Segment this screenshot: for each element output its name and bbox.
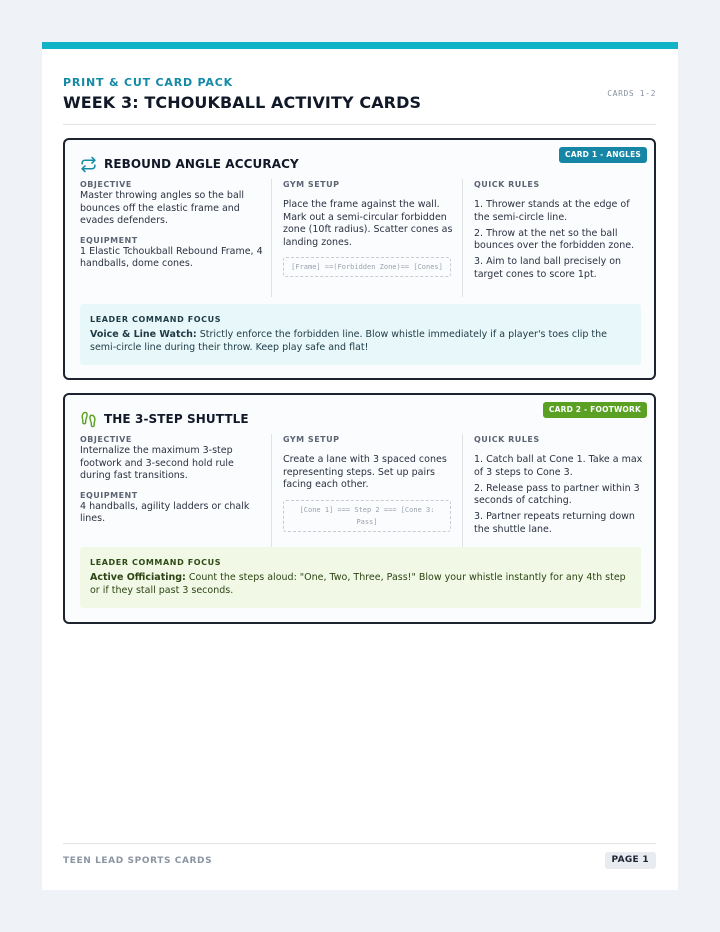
equipment-label: EQUIPMENT bbox=[80, 235, 138, 245]
rules-label: QUICK RULES bbox=[474, 435, 540, 444]
rule-item: 2. Release pass to partner within 3 seconds of catching. bbox=[474, 482, 640, 506]
card-columns bbox=[80, 179, 643, 297]
setup-column bbox=[271, 179, 454, 297]
focus-lead: Active Officiating: bbox=[90, 572, 186, 583]
page-title: WEEK 3: TCHOUKBALL ACTIVITY CARDS bbox=[63, 93, 422, 112]
setup-diagram: [Frame] ==(Forbidden Zone)== [Cones] bbox=[283, 257, 451, 277]
setup-text: Place the frame against the wall. Mark out a semi-circular forbidden zone (10ft radius). Scatter cones as landing zones. bbox=[283, 199, 453, 248]
equipment-text: 4 handballs, agility ladders or chalk lines. bbox=[80, 500, 250, 524]
leader-focus-box bbox=[80, 304, 641, 365]
activity-card-2 bbox=[63, 393, 656, 624]
page-header bbox=[63, 76, 656, 125]
page-kicker: PRINT & CUT CARD PACK bbox=[63, 76, 233, 89]
setup-label: GYM SETUP bbox=[283, 180, 340, 189]
rule-item: 2. Throw at the net so the ball bounces over the forbidden zone. bbox=[474, 227, 635, 251]
card-columns bbox=[80, 434, 643, 552]
rules-list bbox=[474, 199, 643, 281]
focus-label: LEADER COMMAND FOCUS bbox=[90, 558, 222, 567]
focus-text bbox=[90, 328, 631, 354]
card-header bbox=[80, 155, 299, 173]
objective-text: Internalize the maximum 3-step footwork and 3-second hold rule during fast transitions. bbox=[80, 445, 234, 481]
leader-focus-box bbox=[80, 547, 641, 608]
activity-card-1 bbox=[63, 138, 656, 380]
accent-bar bbox=[42, 42, 678, 49]
rules-list bbox=[474, 454, 643, 536]
objective-column bbox=[80, 179, 263, 297]
focus-label: LEADER COMMAND FOCUS bbox=[90, 315, 222, 324]
card-sheet bbox=[42, 42, 678, 890]
setup-label: GYM SETUP bbox=[283, 435, 340, 444]
rules-column bbox=[462, 434, 643, 552]
rule-item: 1. Thrower stands at the edge of the semi-circle line. bbox=[474, 199, 630, 223]
setup-text: Create a lane with 3 spaced cones representing steps. Set up pairs facing each other. bbox=[283, 454, 447, 490]
rule-item: 3. Partner repeats returning down the shuttle lane. bbox=[474, 511, 635, 535]
equipment-text: 1 Elastic Tchoukball Rebound Frame, 4 handballs, dome cones. bbox=[80, 245, 263, 269]
objective-text: Master throwing angles so the ball bounces off the elastic frame and evades defenders. bbox=[80, 190, 245, 226]
card-badge: CARD 2 - FOOTWORK bbox=[543, 402, 647, 418]
footprints-icon bbox=[80, 411, 97, 428]
rules-label: QUICK RULES bbox=[474, 180, 540, 189]
focus-body: Strictly enforce the forbidden line. Blow whistle immediately if a player's toes clip the semi-circle line during their throw. Keep play safe and flat! bbox=[90, 329, 608, 353]
setup-diagram: [Cone 1] === Step 2 === [Cone 3: Pass] bbox=[283, 500, 451, 532]
objective-label: OBJECTIVE bbox=[80, 180, 132, 189]
focus-lead: Voice & Line Watch: bbox=[90, 329, 197, 340]
focus-body: Count the steps aloud: "One, Two, Three, Pass!" Blow your whistle instantly for any 4th step or if they stall past 3 seconds. bbox=[90, 572, 626, 596]
card-range: CARDS 1-2 bbox=[607, 89, 656, 98]
card-header bbox=[80, 410, 249, 428]
card-title: REBOUND ANGLE ACCURACY bbox=[104, 157, 299, 171]
card-title: THE 3-STEP SHUTTLE bbox=[104, 412, 249, 426]
objective-label: OBJECTIVE bbox=[80, 435, 132, 444]
equipment-label: EQUIPMENT bbox=[80, 490, 138, 500]
rule-item: 3. Aim to land ball precisely on target cones to score 1pt. bbox=[474, 256, 622, 280]
page-footer bbox=[63, 843, 656, 871]
focus-text bbox=[90, 571, 631, 597]
card-badge: CARD 1 - ANGLES bbox=[559, 147, 647, 163]
footer-brand: TEEN LEAD SPORTS CARDS bbox=[63, 856, 213, 866]
rule-item: 1. Catch ball at Cone 1. Take a max of 3 steps to Cone 3. bbox=[474, 454, 643, 478]
setup-column bbox=[271, 434, 454, 552]
objective-column bbox=[80, 434, 263, 552]
rules-column bbox=[462, 179, 643, 297]
repeat-icon bbox=[80, 156, 97, 173]
page-number: PAGE 1 bbox=[605, 852, 656, 869]
